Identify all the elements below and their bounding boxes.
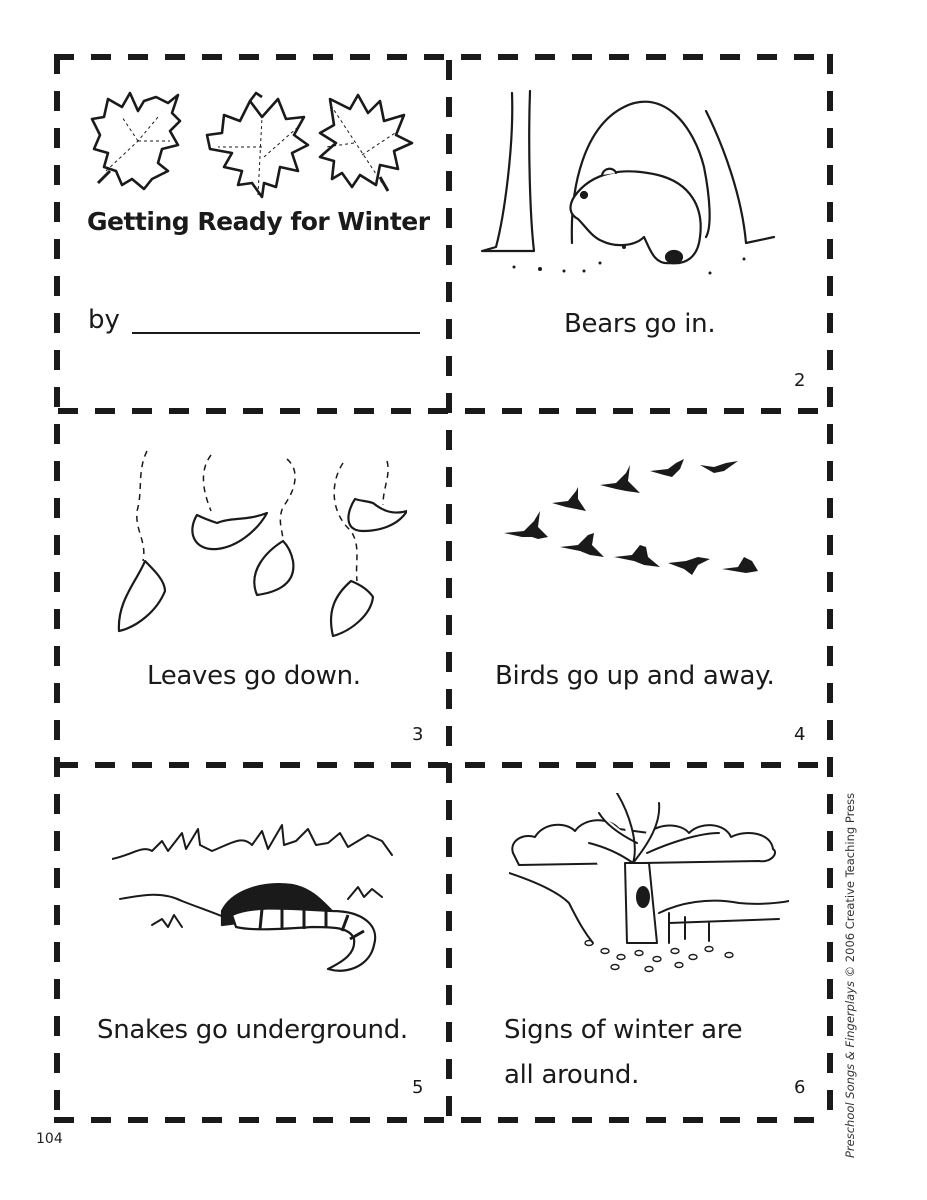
grass-icon [348, 887, 382, 899]
copyright-text: © 2006 Creative Teaching Press [843, 792, 857, 978]
bird-icon [552, 487, 586, 511]
panel-page-3 [57, 411, 449, 765]
bird-icon [700, 461, 738, 473]
author-name-line[interactable] [132, 332, 420, 334]
bear-den-illustration [474, 87, 794, 287]
book-title: Getting Ready for Winter [87, 207, 430, 236]
byline-label: by [88, 305, 120, 335]
bird-icon [504, 511, 548, 539]
bird-icon [614, 545, 660, 567]
copyright-notice [843, 793, 857, 1158]
snake-underground-illustration [112, 815, 402, 975]
falling-leaf-icon [348, 499, 407, 531]
page-number-4: 4 [794, 724, 806, 745]
falling-leaf-icon [119, 561, 165, 631]
maple-leaf-icon [320, 95, 412, 187]
bird-icon [560, 533, 604, 557]
caption-page-3: Leaves go down. [147, 661, 361, 691]
panel-page-5 [57, 765, 449, 1120]
page-number-6: 6 [794, 1077, 806, 1098]
bird-icon [650, 459, 684, 477]
falling-leaves-illustration [107, 431, 407, 641]
panel-page-2 [449, 57, 830, 411]
page-number-3: 3 [412, 724, 424, 745]
flying-birds-illustration [504, 451, 774, 581]
maple-leaf-icon [207, 99, 308, 197]
footer-page-number: 104 [36, 1131, 63, 1147]
maple-leaves-illustration [82, 87, 422, 207]
falling-leaf-icon [331, 581, 373, 636]
copyright-book-title: Preschool Songs & Fingerplays [843, 981, 857, 1158]
grass-icon [112, 825, 392, 859]
caption-page-6-line-2: all around. [504, 1060, 640, 1090]
page-number-5: 5 [412, 1077, 424, 1098]
bird-icon [722, 557, 758, 573]
falling-leaf-icon [254, 541, 293, 595]
falling-leaf-icon [192, 513, 267, 549]
bird-icon [668, 557, 710, 575]
page-number-2: 2 [794, 370, 806, 391]
caption-page-2: Bears go in. [564, 309, 716, 339]
caption-page-5: Snakes go underground. [97, 1015, 408, 1045]
caption-page-4: Birds go up and away. [495, 661, 775, 691]
bird-icon [600, 465, 640, 493]
caption-page-6-line-1: Signs of winter are [504, 1015, 743, 1045]
panel-cover [57, 57, 449, 411]
panel-page-4 [449, 411, 830, 765]
grass-icon [152, 915, 182, 927]
bare-tree-illustration [509, 793, 789, 973]
panel-page-6 [449, 765, 830, 1120]
